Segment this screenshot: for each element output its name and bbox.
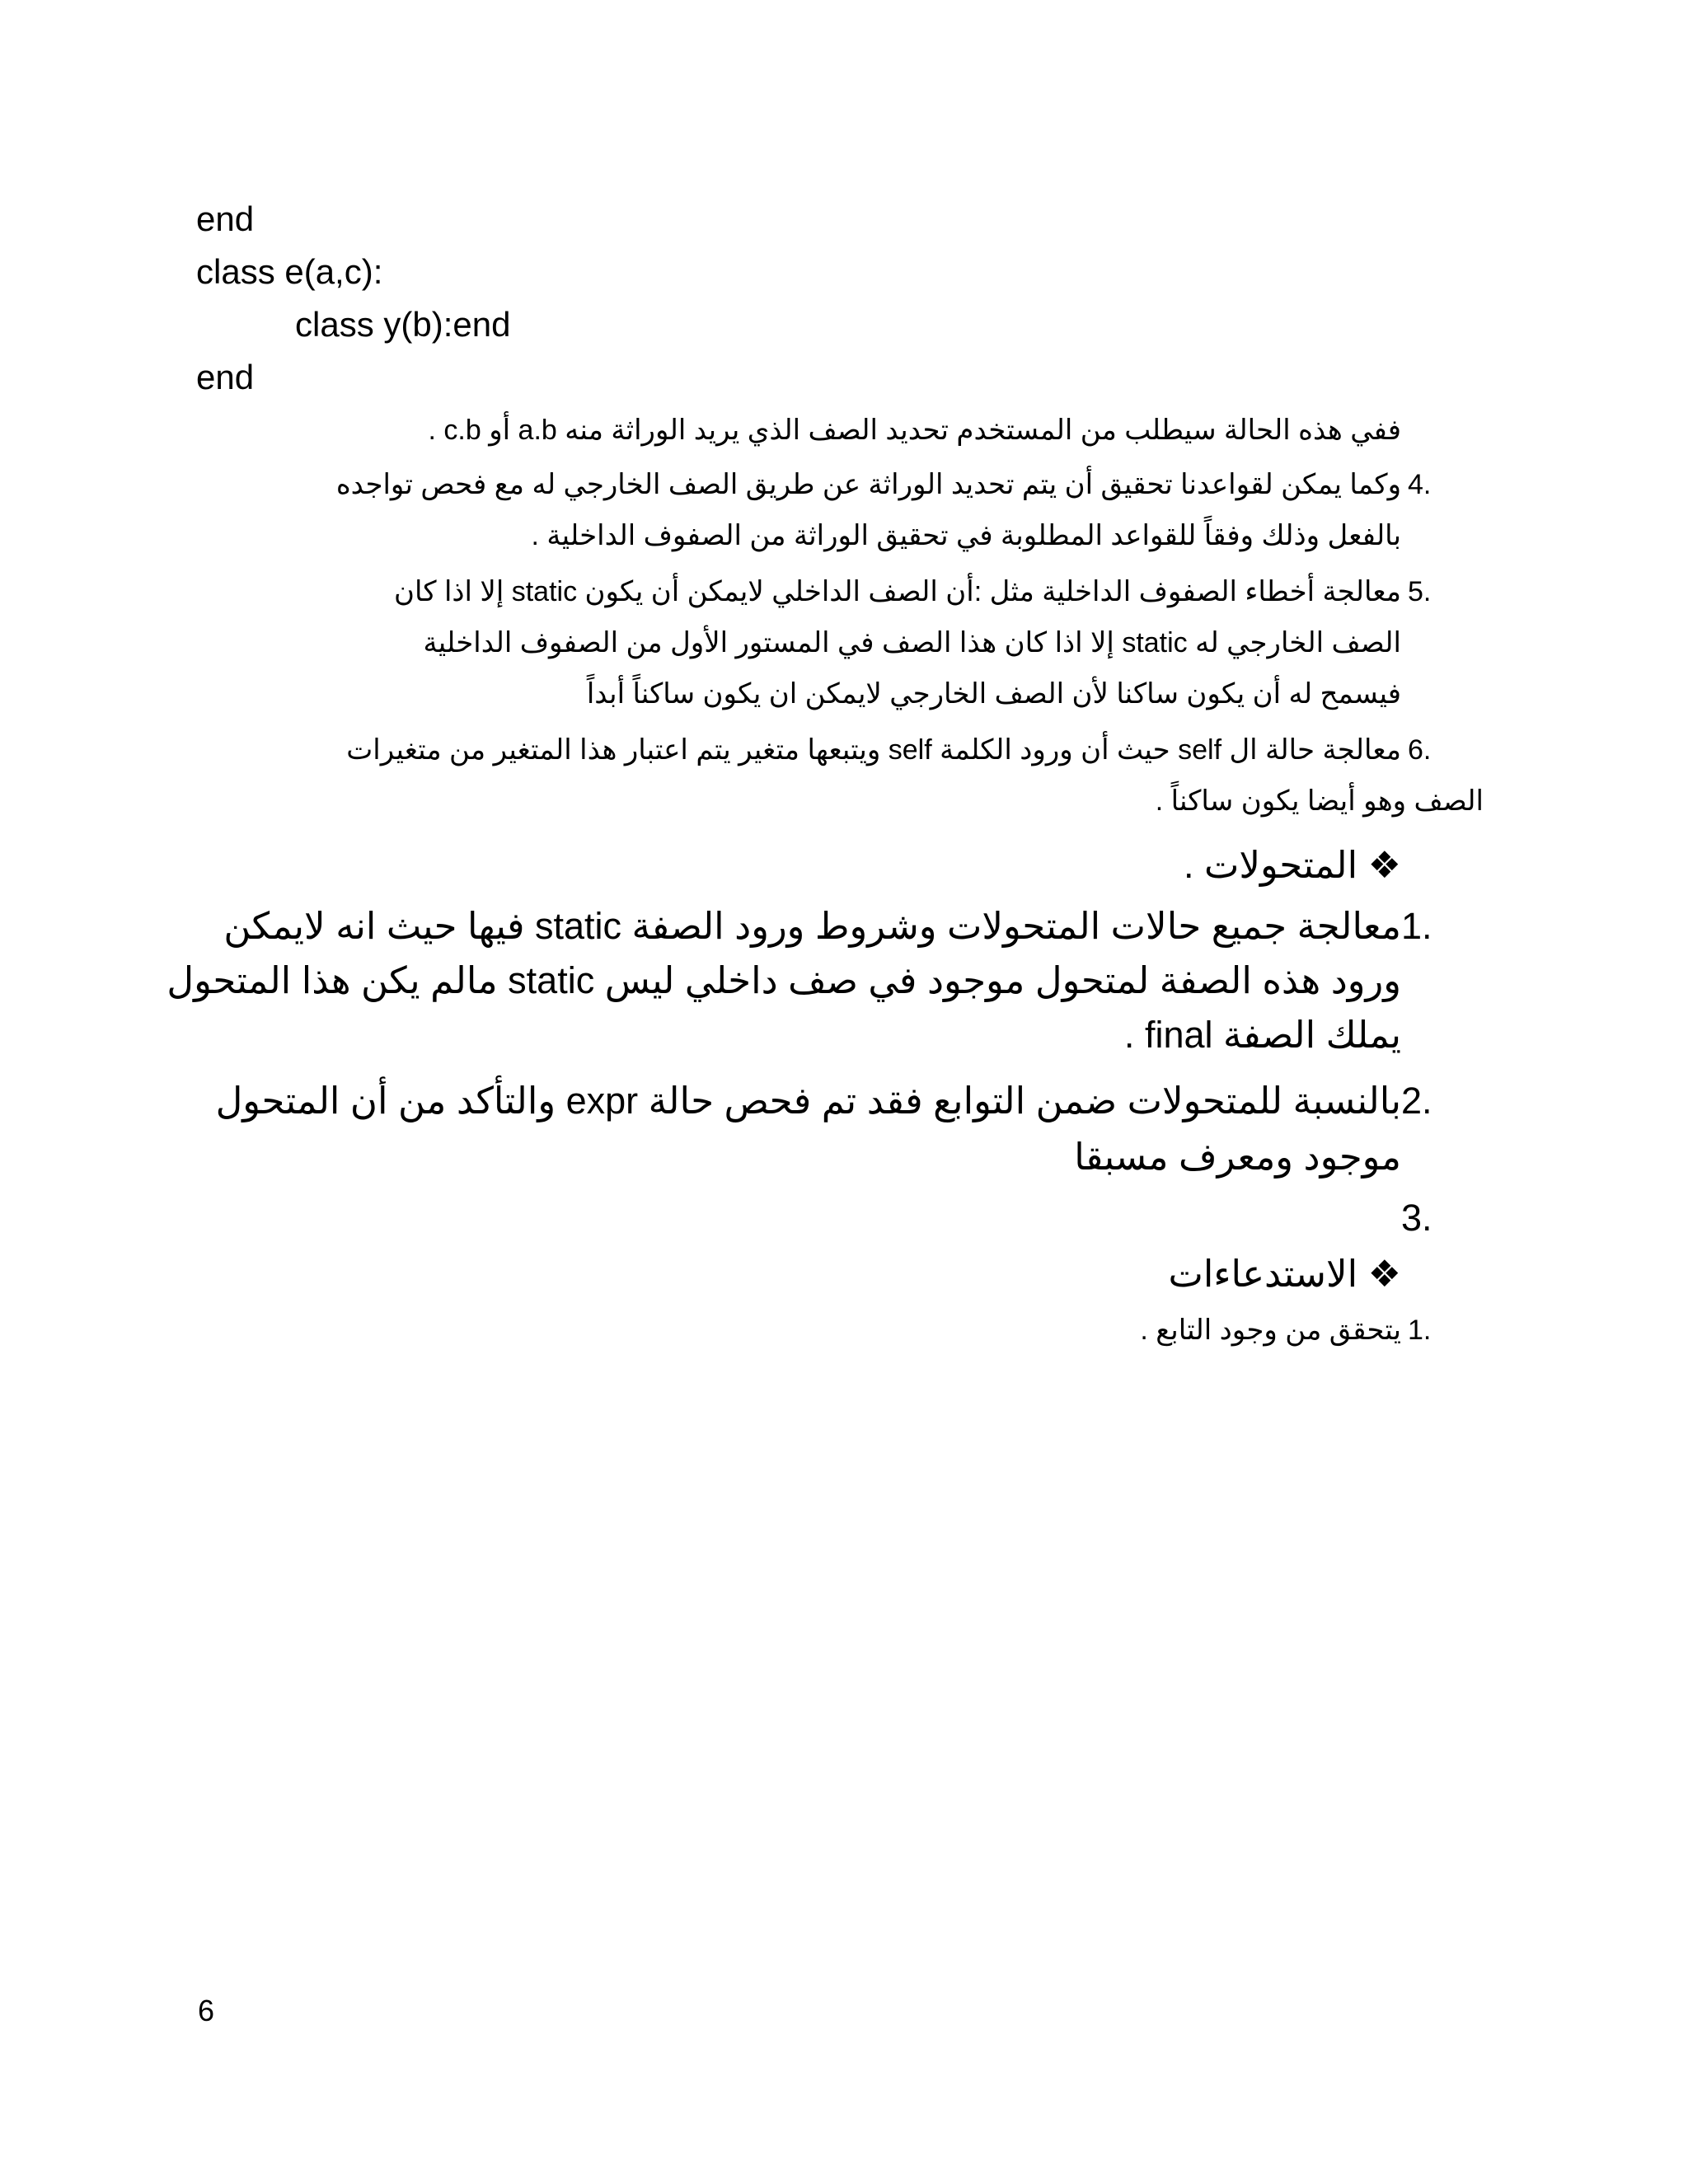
- list-item-line: يتحقق من وجود التابع .: [1140, 1315, 1401, 1346]
- list-item-line: فيسمح له أن يكون ساكنا لأن الصف الخارجي لايمكن ان يكون ساكناً أبداً: [586, 678, 1401, 710]
- diamond-bullet-icon: ❖: [1367, 1253, 1401, 1295]
- list-item-line: يملك الصفة final .: [1123, 1014, 1401, 1056]
- code-line: end: [196, 358, 255, 396]
- list-number: 5.: [1408, 576, 1432, 607]
- section-heading-text: المتحولات .: [1184, 844, 1358, 886]
- paragraph-intro: ففي هذه الحالة سيطلب من المستخدم تحديد الصف الذي يريد الوراثة منه a.b أو c.b .: [428, 415, 1401, 446]
- list-item-line: بالنسبة للمتحولات ضمن التوابع فقد تم فحص حالة expr والتأكد من أن المتحول: [215, 1080, 1401, 1122]
- list-number: 2.: [1401, 1080, 1432, 1122]
- list-number: 6.: [1408, 734, 1432, 766]
- list-item-line: الصف وهو أيضا يكون ساكناً .: [1155, 785, 1484, 817]
- list-item-line: ورود هذه الصفة لمتحول موجود في صف داخلي ليس static مالم يكن هذا المتحول: [166, 959, 1401, 1001]
- diamond-bullet-icon: ❖: [1367, 844, 1401, 886]
- list-item-line: موجود ومعرف مسبقا: [1074, 1136, 1401, 1178]
- list-item-line: وكما يمكن لقواعدنا تحقيق أن يتم تحديد الوراثة عن طريق الصف الخارجي له مع فحص تواجده: [335, 469, 1401, 500]
- list-item-line: الصف الخارجي له static إلا اذا كان هذا الصف في المستور الأول من الصفوف الداخلية: [423, 627, 1401, 658]
- list-number: 3.: [1401, 1197, 1432, 1239]
- section-heading-calls: [1168, 1253, 1401, 1296]
- code-line: class e(a,c):: [196, 252, 383, 291]
- list-item-line: معالجة أخطاء الصفوف الداخلية مثل :أن الصف الداخلي لايمكن أن يكون static إلا اذا كان: [393, 576, 1401, 607]
- list-item-line: بالفعل وذلك وفقاً للقواعد المطلوبة في تحقيق الوراثة من الصفوف الداخلية .: [531, 520, 1401, 551]
- page-number: 6: [198, 1994, 215, 2027]
- list-item-line: معالجة حالة ال self حيث أن ورود الكلمة self ويتبعها متغير يتم اعتبار هذا المتغير من متغيرات: [346, 734, 1401, 766]
- section-heading-text: الاستدعاءات: [1168, 1253, 1358, 1295]
- list-number: 1.: [1408, 1315, 1432, 1346]
- list-number: 4.: [1408, 469, 1432, 500]
- code-line: end: [196, 199, 255, 238]
- list-number: 1.: [1401, 905, 1432, 947]
- section-heading-variables: [1184, 844, 1401, 887]
- code-line: class y(b):end: [295, 305, 511, 344]
- list-item-line: معالجة جميع حالات المتحولات وشروط ورود الصفة static فيها حيث انه لايمكن: [223, 905, 1401, 947]
